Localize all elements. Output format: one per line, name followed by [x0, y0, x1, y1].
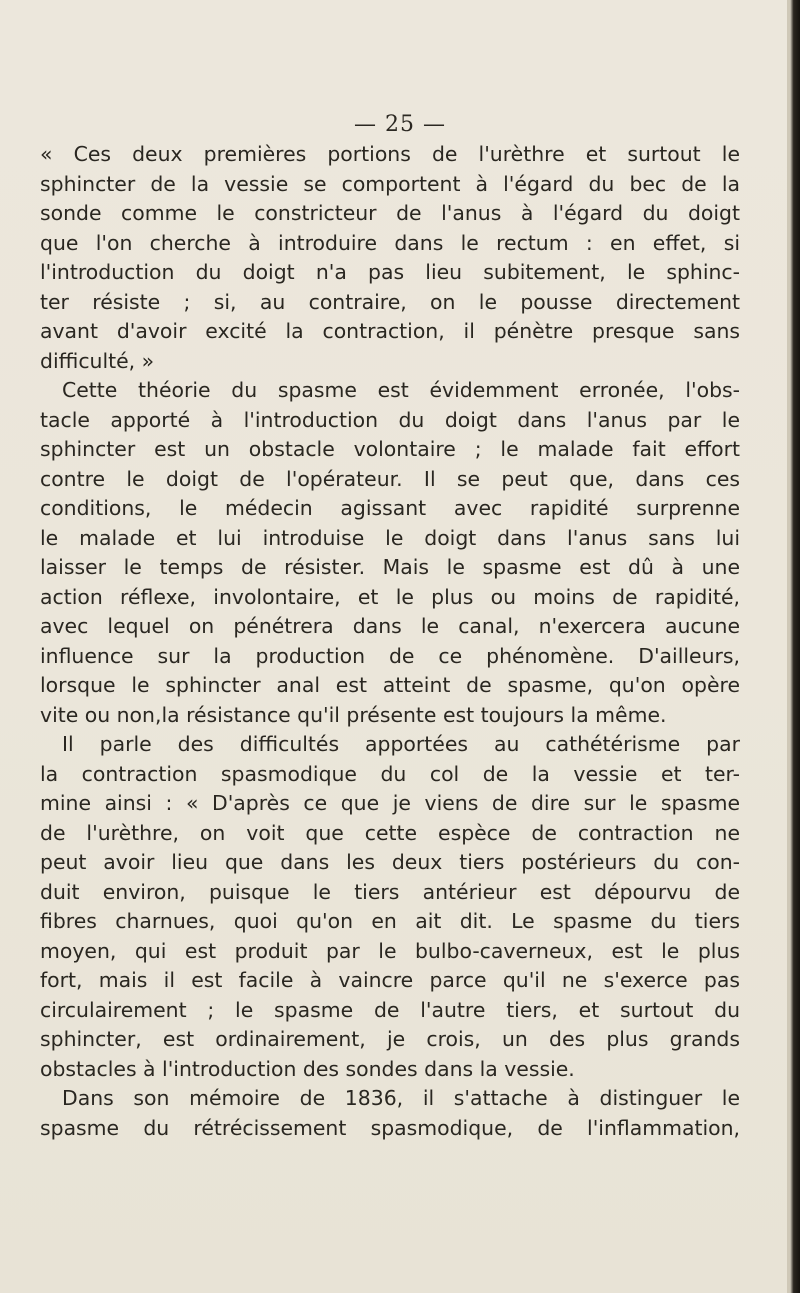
text-line: sphincter est un obstacle volontaire ; le malade fait effort	[40, 437, 740, 461]
text-line: moyen, qui est produit par le bulbo-caverneux, est le plus	[40, 938, 740, 963]
text-line: la contraction spasmodique du col de la vessie et ter-	[40, 761, 740, 786]
page-number: — 25 —	[354, 112, 446, 137]
text-line: Cette théorie du spasme est évidemment erronée, l'obs-	[62, 378, 740, 402]
text-line: contre le doigt de l'opérateur. Il se peut que, dans ces	[40, 466, 740, 491]
text-line: Dans son mémoire de 1836, il s'attache à distinguer le	[62, 1086, 740, 1110]
text-line: « Ces deux premières portions de l'urèthre et surtout le	[40, 142, 740, 166]
text-line: fort, mais il est facile à vaincre parce qu'il ne s'exerce pas	[40, 968, 740, 992]
text-line: lorsque le sphincter anal est atteint de spasme, qu'on opère	[40, 673, 740, 697]
text-line: le malade et lui introduise le doigt dans l'anus sans lui	[40, 525, 740, 550]
text-line: action réflexe, involontaire, et le plus ou moins de rapidité,	[40, 584, 740, 609]
text-line: Il parle des difficultés apportées au cathétérisme par	[62, 732, 740, 756]
text-line: mine ainsi : « D'après ce que je viens de dire sur le spasme	[40, 791, 740, 815]
book-binding-edge	[790, 0, 800, 1293]
text-line: laisser le temps de résister. Mais le spasme est dû à une	[40, 555, 740, 579]
text-line: tacle apporté à l'introduction du doigt dans l'anus par le	[40, 407, 740, 432]
text-line: influence sur la production de ce phénomène. D'ailleurs,	[40, 643, 740, 668]
text-line: avant d'avoir excité la contraction, il pénètre presque sans	[40, 319, 740, 343]
text-line: avec lequel on pénétrera dans le canal, n'exercera aucune	[40, 614, 740, 638]
text-line: fibres charnues, quoi qu'on en ait dit. Le spasme du tiers	[40, 909, 740, 933]
text-line: sphincter de la vessie se comportent à l'égard du bec de la	[40, 171, 740, 196]
text-line: vite ou non,la résistance qu'il présente est toujours la même.	[40, 702, 667, 727]
text-line: circulairement ; le spasme de l'autre tiers, et surtout du	[40, 997, 740, 1022]
text-line: peut avoir lieu que dans les deux tiers postérieurs du con-	[40, 850, 740, 874]
text-line: que l'on cherche à introduire dans le rectum : en effet, si	[40, 230, 740, 255]
text-line: l'introduction du doigt n'a pas lieu subitement, le sphinc-	[40, 260, 740, 284]
text-line: obstacles à l'introduction des sondes dans la vessie.	[40, 1056, 575, 1081]
text-line: duit environ, puisque le tiers antérieur est dépourvu de	[40, 879, 740, 904]
text-line: sphincter, est ordinairement, je crois, un des plus grands	[40, 1027, 740, 1051]
body-text	[40, 140, 740, 1143]
text-line: sonde comme le constricteur de l'anus à l'égard du doigt	[40, 201, 740, 225]
text-line: ter résiste ; si, au contraire, on le pousse directement	[40, 289, 740, 314]
text-line: conditions, le médecin agissant avec rapidité surprenne	[40, 496, 740, 520]
text-line: de l'urèthre, on voit que cette espèce de contraction ne	[40, 820, 740, 845]
text-line: difficulté, »	[40, 348, 155, 373]
text-line: spasme du rétrécissement spasmodique, de l'inflammation,	[40, 1115, 740, 1140]
